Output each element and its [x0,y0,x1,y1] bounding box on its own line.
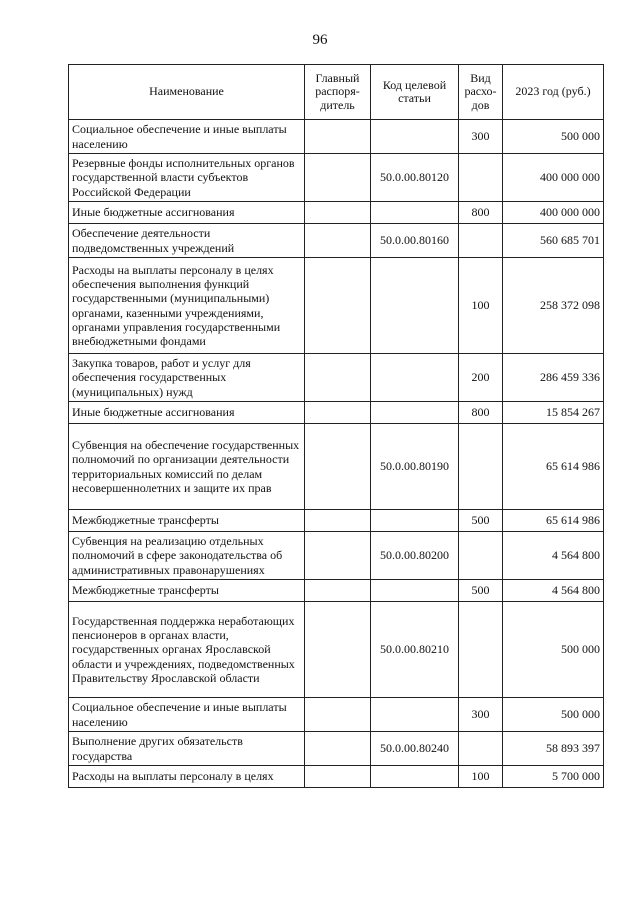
row-target-code-cell [371,510,459,532]
table-body [69,120,604,788]
page-number: 96 [312,32,328,48]
row-amount-cell: 500 000 [503,698,604,732]
row-expense-kind-cell: 200 [459,354,503,402]
row-main-manager-cell [305,120,371,154]
row-name-cell: Субвенция на обеспечение государственных полномочий по организации деятельности территориальных комиссий по делам несовершеннолетних и защите их прав [69,424,305,510]
row-target-code-cell [371,580,459,602]
header-expense-kind: Вид расхо-дов [459,65,503,120]
row-expense-kind-cell: 100 [459,766,503,788]
row-target-code-cell [371,766,459,788]
row-name-cell: Межбюджетные трансферты [69,510,305,532]
row-main-manager-cell [305,532,371,580]
table-row [69,766,604,788]
row-expense-kind-cell: 800 [459,402,503,424]
row-main-manager-cell [305,766,371,788]
table-header-row [69,65,604,120]
table-row [69,698,604,732]
row-amount-cell: 65 614 986 [503,510,604,532]
row-main-manager-cell [305,602,371,698]
row-amount-cell: 400 000 000 [503,202,604,224]
row-expense-kind-cell: 500 [459,580,503,602]
row-amount-cell: 4 564 800 [503,532,604,580]
row-main-manager-cell [305,202,371,224]
row-name-cell: Государственная поддержка неработающих пенсионеров в органах власти, государственных органах Ярославской области и учреждениях, подведомственных Правительству Ярославской области [69,602,305,698]
row-expense-kind-cell: 300 [459,698,503,732]
row-target-code-cell: 50.0.00.80120 [371,154,459,202]
row-amount-cell: 15 854 267 [503,402,604,424]
row-target-code-cell: 50.0.00.80190 [371,424,459,510]
table-row [69,580,604,602]
row-expense-kind-cell: 800 [459,202,503,224]
row-main-manager-cell [305,580,371,602]
row-target-code-cell [371,354,459,402]
row-expense-kind-cell [459,732,503,766]
row-expense-kind-cell: 300 [459,120,503,154]
row-expense-kind-cell: 500 [459,510,503,532]
row-amount-cell: 5 700 000 [503,766,604,788]
row-name-cell: Субвенция на реализацию отдельных полномочий в сфере законодательства об административных правонарушениях [69,532,305,580]
table-row [69,258,604,354]
header-target-code: Код целевой статьи [371,65,459,120]
row-expense-kind-cell: 100 [459,258,503,354]
row-amount-cell: 58 893 397 [503,732,604,766]
row-target-code-cell: 50.0.00.80160 [371,224,459,258]
row-name-cell: Иные бюджетные ассигнования [69,402,305,424]
row-name-cell: Резервные фонды исполнительных органов государственной власти субъектов Российской Федерации [69,154,305,202]
row-main-manager-cell [305,402,371,424]
row-target-code-cell: 50.0.00.80200 [371,532,459,580]
row-target-code-cell [371,698,459,732]
row-expense-kind-cell [459,532,503,580]
table-row [69,732,604,766]
table-row [69,120,604,154]
row-main-manager-cell [305,354,371,402]
row-amount-cell: 258 372 098 [503,258,604,354]
row-main-manager-cell [305,258,371,354]
row-amount-cell: 560 685 701 [503,224,604,258]
row-target-code-cell: 50.0.00.80210 [371,602,459,698]
row-amount-cell: 286 459 336 [503,354,604,402]
row-name-cell: Иные бюджетные ассигнования [69,202,305,224]
row-name-cell: Расходы на выплаты персоналу в целях [69,766,305,788]
table-row [69,602,604,698]
budget-table [68,64,604,788]
header-main-manager: Главный распоря-дитель [305,65,371,120]
row-amount-cell: 400 000 000 [503,154,604,202]
table-row [69,154,604,202]
row-name-cell: Обеспечение деятельности подведомственных учреждений [69,224,305,258]
row-name-cell: Закупка товаров, работ и услуг для обеспечения государственных (муниципальных) нужд [69,354,305,402]
row-expense-kind-cell [459,224,503,258]
row-main-manager-cell [305,698,371,732]
table-row [69,510,604,532]
table-row [69,354,604,402]
row-target-code-cell [371,258,459,354]
row-amount-cell: 500 000 [503,602,604,698]
table-row [69,532,604,580]
row-main-manager-cell [305,224,371,258]
row-target-code-cell: 50.0.00.80240 [371,732,459,766]
table-row [69,424,604,510]
row-expense-kind-cell [459,154,503,202]
row-main-manager-cell [305,424,371,510]
row-name-cell: Выполнение других обязательств государства [69,732,305,766]
row-main-manager-cell [305,154,371,202]
row-expense-kind-cell [459,424,503,510]
row-name-cell: Межбюджетные трансферты [69,580,305,602]
row-name-cell: Социальное обеспечение и иные выплаты населению [69,698,305,732]
row-amount-cell: 500 000 [503,120,604,154]
header-name: Наименование [69,65,305,120]
row-expense-kind-cell [459,602,503,698]
row-main-manager-cell [305,510,371,532]
header-amount: 2023 год (руб.) [503,65,604,120]
row-amount-cell: 4 564 800 [503,580,604,602]
table-row [69,224,604,258]
row-target-code-cell [371,402,459,424]
row-main-manager-cell [305,732,371,766]
row-target-code-cell [371,120,459,154]
row-name-cell: Расходы на выплаты персоналу в целях обеспечения выполнения функций государственными (муниципальными) органами, казенными учреждениями, органами управления государственными внебюджетными фондами [69,258,305,354]
row-name-cell: Социальное обеспечение и иные выплаты населению [69,120,305,154]
row-amount-cell: 65 614 986 [503,424,604,510]
table-row [69,202,604,224]
table-row [69,402,604,424]
row-target-code-cell [371,202,459,224]
